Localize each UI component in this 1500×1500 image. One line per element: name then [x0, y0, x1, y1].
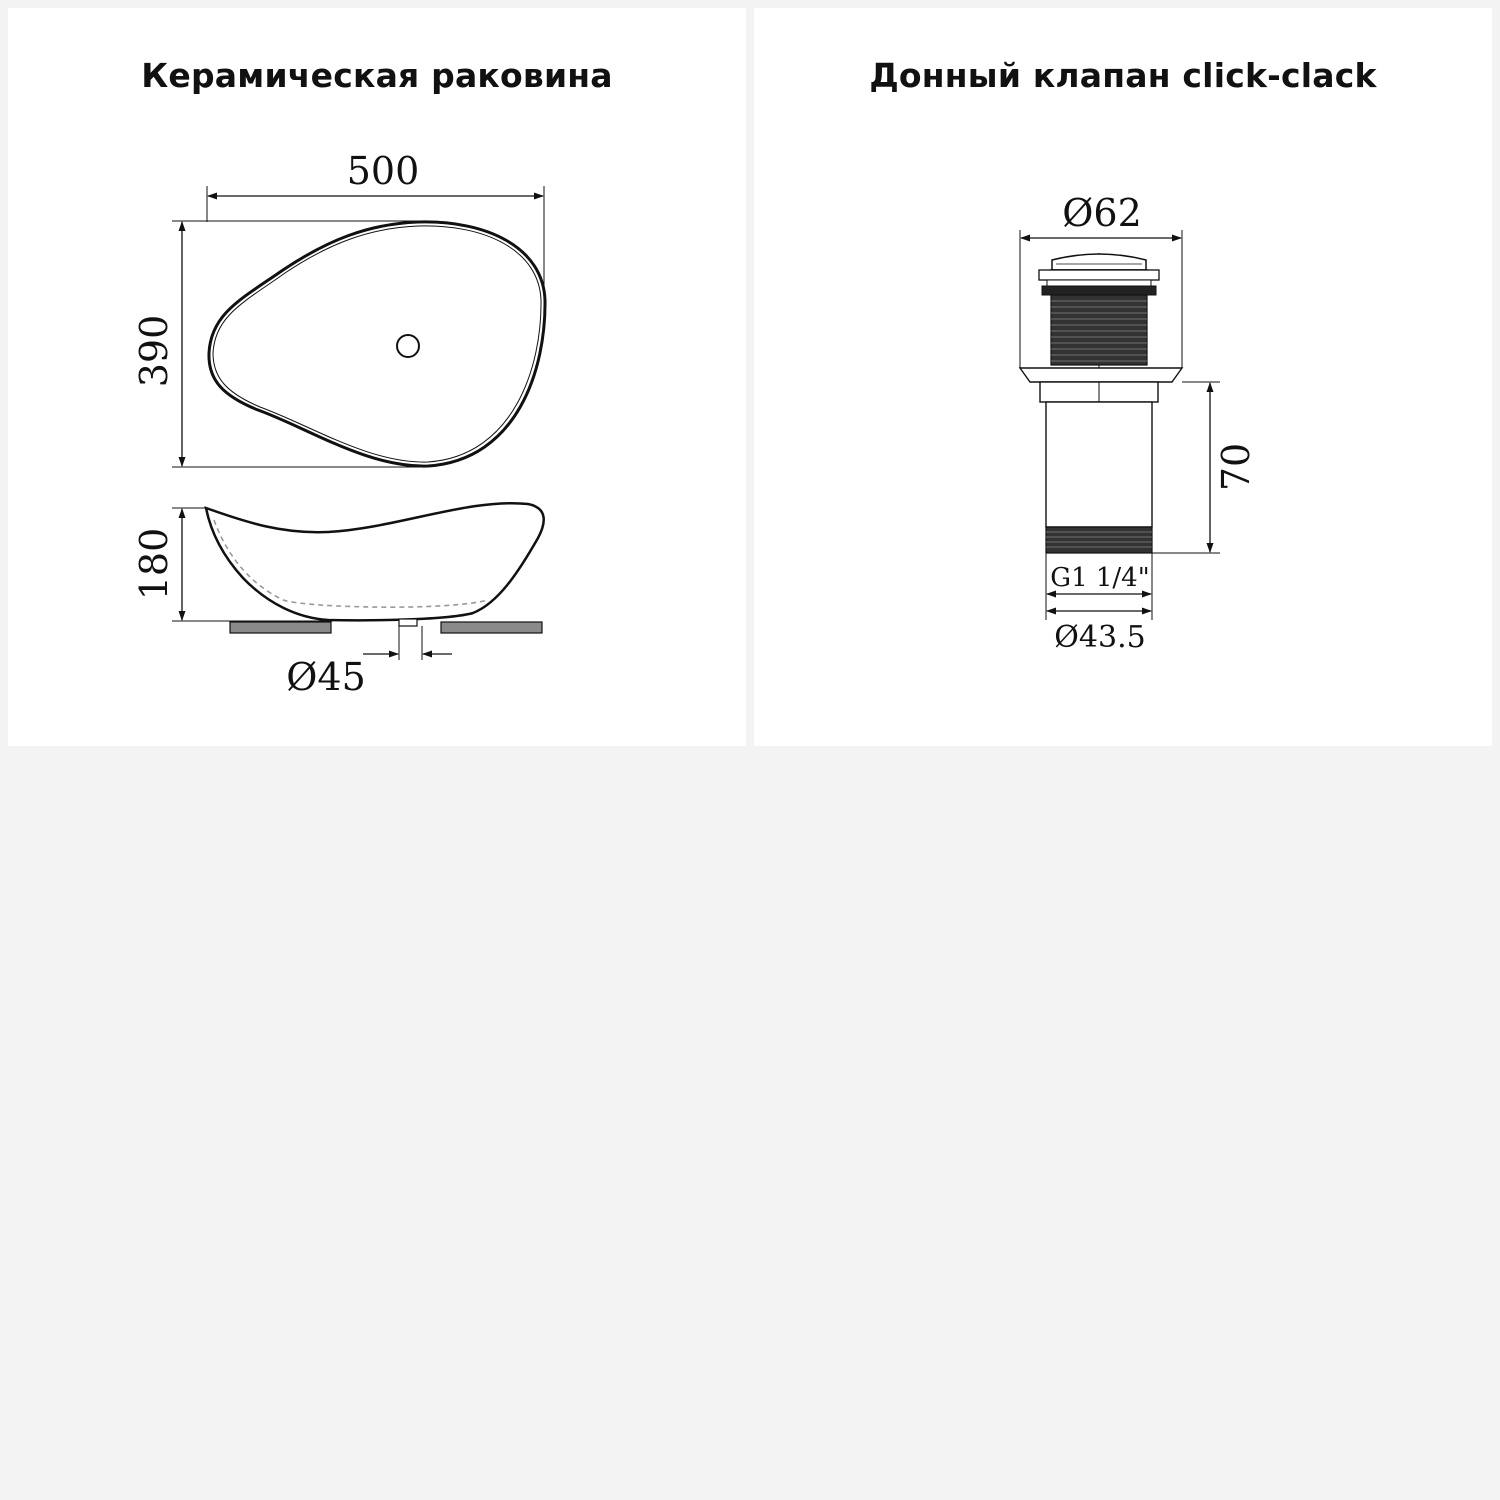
- drain-dimension: [286, 626, 452, 699]
- sink-top-view: [209, 222, 545, 466]
- width-dimension-label: 500: [346, 149, 420, 193]
- valve-drawing: [754, 8, 1492, 746]
- valve-upper-thread: [1042, 286, 1156, 295]
- depth-dimension-label: 390: [132, 314, 176, 388]
- countertop-left: [230, 622, 331, 633]
- sink-inner-profile: [214, 520, 488, 607]
- cap-diameter-label: Ø62: [1062, 191, 1142, 235]
- depth-dimension: [132, 221, 428, 467]
- body-length-dimension: [1152, 382, 1258, 553]
- valve-flange: [1039, 270, 1159, 280]
- valve-title: Донный клапан click-clack: [869, 56, 1377, 95]
- sink-title: Керамическая раковина: [141, 56, 613, 95]
- valve-panel: [754, 8, 1492, 746]
- drain-dimension-label: Ø45: [286, 655, 366, 699]
- countertop-right: [441, 622, 542, 633]
- valve-washer: [1020, 368, 1182, 382]
- valve-body: [1020, 254, 1182, 553]
- sink-side-view: [206, 503, 544, 633]
- valve-lower-thread: [1046, 527, 1152, 553]
- thread-dimension: [1046, 553, 1152, 655]
- valve-tube: [1046, 402, 1152, 527]
- thread-diameter-label: Ø43.5: [1054, 620, 1146, 655]
- sink-top-inner-outline: [213, 226, 541, 462]
- drain-hole-top: [397, 335, 419, 357]
- sink-drawing: [8, 8, 746, 746]
- body-length-label: 70: [1214, 442, 1258, 492]
- sink-panel: [8, 8, 746, 746]
- valve-cap: [1052, 254, 1146, 270]
- height-dimension-label: 180: [132, 527, 176, 601]
- drain-outlet: [399, 619, 417, 626]
- sink-side-outline: [206, 503, 544, 620]
- sink-top-outline: [209, 222, 545, 466]
- thread-label: G1 1/4": [1050, 563, 1150, 593]
